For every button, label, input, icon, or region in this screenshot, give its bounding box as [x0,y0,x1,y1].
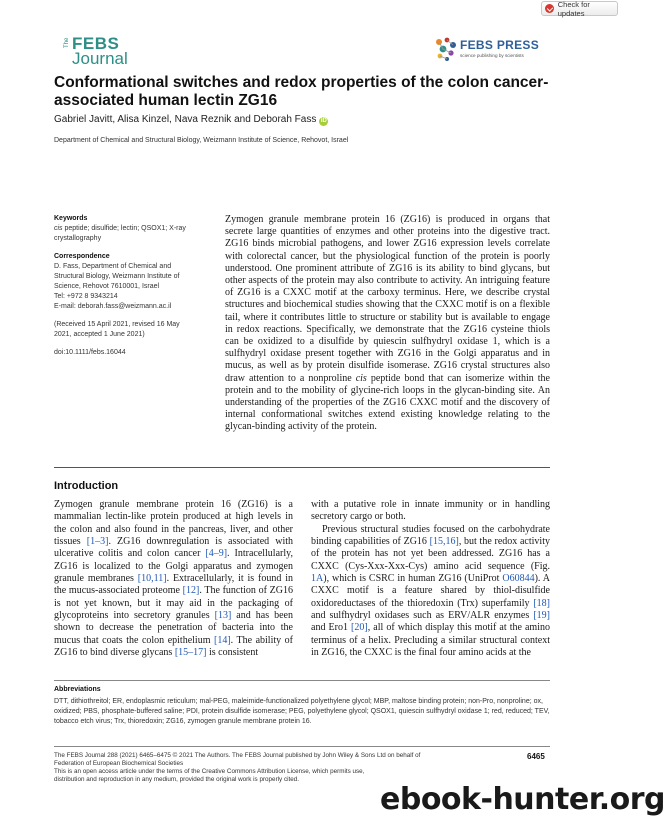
body-text: . The ability of ZG16 to bind diverse glycans [54,634,293,659]
check-for-updates-button[interactable] [541,1,618,16]
citation-link[interactable]: [19] [533,610,550,622]
citation-link[interactable]: [13] [214,610,232,622]
abbreviations-divider [54,680,550,681]
received-line: 2021, accepted 1 June 2021) [54,331,145,338]
body-text: and has been shown to decrease the penetration of bacteria into the mucus that coats the colon epithelium [54,610,293,646]
body-paragraph: with a putative role in innate immunity or in handling secretory cargo or both. [311,499,550,523]
footer-line: This is an open access article under the terms of the Creative Commons Attribution License, which permits use, [54,768,365,775]
body-text: , all of which display this motif at the amino terminus of a helix. Precluding a similar structural context in ZG16, the CXXC is the final four amino acids at the [311,622,550,659]
doi-link[interactable]: doi:10.1111/febs.16044 [54,349,126,356]
body-text: . The function of ZG16 is not yet known, but it may aid in the packaging of glycoproteins into secretory granules [54,585,293,622]
citation-link[interactable]: [18] [533,597,550,609]
citation-link[interactable]: [14] [214,634,231,646]
check-for-updates-label: Check for updates [557,0,590,18]
page-number: 6465 [527,752,545,761]
citation-link[interactable]: [15,16] [429,536,459,548]
orcid-icon[interactable]: iD [320,118,327,124]
abstract-part2: peptide bond that can isomerize within the protein and to the mobility of glycine-rich loops in the glycan-binding site. An understanding of the properties of the ZG16 CXXC motif and the discovery of internal conformational switches extend existing knowledge relating to the glycan-binding activity of the protein. [225,372,551,433]
keywords-italic: cis [54,225,63,232]
body-text: is consistent [206,647,259,659]
footer-divider [54,746,550,747]
correspondence-line: D. Fass, Department of Chemical and [54,263,172,270]
abbreviations-text: DTT, dithiothreitol; ER, endoplasmic reticulum; mal-PEG, maleimide-functionalized polyethylene glycol; MBP, maltose binding protein; non-Pro, nonproline; ox, oxidized; PBS, phosphate-buffered saline; PDI, protein disulfide isomerase; PEG, polyethylene glycol; QSOX1, quiescin sulfhydryl oxidase 1; red, reduced; TEV, tobacco etch virus; Trx, thioredoxin; ZG16, zymogen granule membrane protein 16. [54,698,550,725]
body-text: , but the redox activity of the protein has not yet been addressed. ZG16 has a CXXC (Cys-Xxx-Xxx-Cys) amino acid sequence (Fig. [311,536,550,572]
publisher-logo [434,36,544,66]
figure-link[interactable]: 1A [311,573,324,585]
body-text: and Ero1 [311,622,352,634]
footer-line: The FEBS Journal 288 (2021) 6465–6475 © 2021 The Authors. The FEBS Journal published by John Wiley & Sons Ltd on behalf of [54,752,421,759]
correspondence-line: Structural Biology, Weizmann Institute of [54,273,180,280]
body-text: . Extracellularly, it is found in the mucus-associated proteome [54,573,293,597]
check-updates-icon [545,4,554,13]
received-line: (Received 15 April 2021, revised 16 May [54,321,180,328]
citation-link[interactable]: [1–3] [86,536,109,548]
footer [54,752,454,784]
body-text: and sulfhydryl oxidases such as ERV/ALR enzymes [311,610,534,622]
abbreviations-heading: Abbreviations [54,686,101,693]
citation-link[interactable]: [10,11] [137,573,167,585]
abstract-italic: cis [355,372,367,384]
body-text: . Intracellularly, ZG16 is localized to the Golgi apparatus and zymogen granule membranes [54,548,293,585]
citation-link[interactable]: [12] [182,585,200,597]
introduction-heading: Introduction [54,480,119,492]
correspondence-heading: Correspondence [54,253,110,260]
body-column-right [311,499,550,659]
journal-logo-febs: FEBS [72,34,120,53]
citation-link[interactable]: [15–17] [174,647,207,659]
body-text: Previous structural studies focused on the carbohydrate binding capabilities of ZG16 [311,523,550,548]
author-list [54,114,328,126]
authors-text: Gabriel Javitt, Alisa Kinzel, Nava Reznik and Deborah Fass [54,114,317,125]
section-divider [54,467,550,468]
febs-press-molecule-icon [434,36,458,62]
abstract [225,214,550,434]
article-sidebar [54,214,214,358]
body-text: ). A CXXC motif is a feature shared by thiol-disulfide oxidoreductases of the thioredoxin (Trx) superfamily [311,573,551,609]
body-text: Zymogen granule membrane protein 16 (ZG16) is a mammalian lectin-like protein produced at high levels in the colon and also found in the pancreas, liver, and other tissues [54,499,293,548]
body-text: . ZG16 downregulation is associated with ulcerative colitis and colon cancer [54,536,294,560]
uniprot-link[interactable]: O60844 [502,573,535,585]
footer-line: distribution and reproduction in any medium, provided the original work is properly cited. [54,776,300,783]
body-text: ), which is CSRC in human ZG16 (UniProt [323,573,503,585]
keywords-text [54,224,214,244]
correspondence-line: Science, Rehovot 7610001, Israel [54,283,160,290]
correspondence-line: Tel: +972 8 9343214 [54,293,118,300]
abstract-part1: Zymogen granule membrane protein 16 (ZG16) is produced in organs that secrete large quantities of enzymes and other proteins into the digestive tract. ZG16 binds microbial pathogens, and lower ZG16 expression levels correlate with colorectal cancer, but the physiological function of the protein is poorly understood. One prominent attribute of ZG16 is its ability to bind glycans, but other aspects of the protein may also contribute to activity. An intriguing feature of ZG16 is a CXXC motif at the carboxy terminus. Here, we describe crystal structures and biochemical studies showing that the CXXC motif is on a flexible tail, where it contributes little to structure or stability but is available to engage in redox reactions. Specifically, we demonstrate that the ZG16 cysteine thiols can be oxidized to a disulfide by quiescin sulfhydryl oxidase 1, which is a sulfhydryl oxidase present together with ZG16 in the Golgi apparatus and in mucus, as well as by protein disulfide isomerase. ZG16 crystal structures also draw attention to a nonproline [225,214,550,384]
keywords-heading: Keywords [54,215,88,222]
publisher-name: FEBS PRESS [460,38,540,52]
watermark-text: ebook-hunter.org [380,782,665,817]
journal-logo-the: The [64,37,70,48]
correspondence-email[interactable]: E-mail: deborah.fass@weizmann.ac.il [54,303,172,310]
citation-link[interactable]: [4–9] [205,548,228,560]
keywords-rest: peptide; disulfide; lectin; QSOX1; X-ray crystallography [54,225,186,242]
journal-logo-journal: Journal [72,49,128,68]
footer-line: Federation of European Biochemical Societies [54,760,184,767]
affiliation: Department of Chemical and Structural Biology, Weizmann Institute of Science, Rehovot, Israel [54,137,349,144]
article-title: Conformational switches and redox properties of the colon cancer-associated human lectin ZG16 [54,74,549,109]
citation-link[interactable]: [20] [351,622,368,634]
publisher-tagline: science publishing by scientists [460,53,524,58]
body-column-left [54,499,293,659]
